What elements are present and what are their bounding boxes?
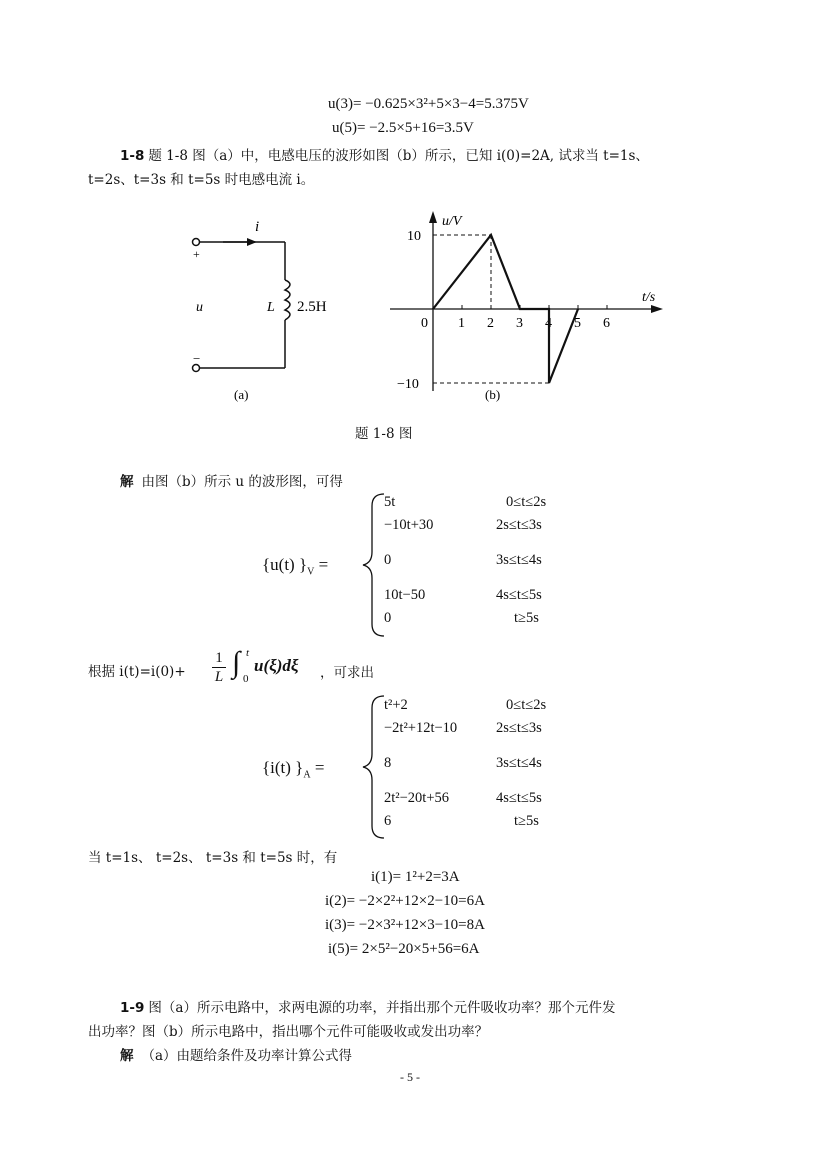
x-tick-label: 0 xyxy=(421,316,428,331)
problem-1-8-line2: t=2s、t=3s 和 t=5s 时电感电流 i。 xyxy=(88,172,315,188)
solution-line1: 由图（b）所示 u 的波形图，可得 xyxy=(141,474,343,490)
current-arrow-icon xyxy=(247,238,257,246)
problem-1-8-line1 xyxy=(120,144,649,164)
figure-b-caption: (b) xyxy=(485,387,501,402)
problem-1-9-line1: 1-9 图（a）所示电路中，求两电源的功率，并指出那个元件吸收功率？那个元件发 xyxy=(120,1000,616,1016)
piecewise-expr: 2t²−20t+56 xyxy=(384,790,450,806)
inductor-label: L xyxy=(267,300,275,315)
plus-sign: + xyxy=(193,247,200,261)
figure-caption: 题 1-8 图 xyxy=(355,426,413,442)
y-axis-arrow-icon xyxy=(429,211,437,223)
terminal-top-icon xyxy=(193,239,200,246)
x-tick-label: 1 xyxy=(458,316,465,331)
x-tick-label: 2 xyxy=(487,316,494,331)
result-equation: i(2)= −2×2²+12×2−10=6A xyxy=(325,893,485,909)
piecewise-expr: 6 xyxy=(384,813,392,829)
voltage-label: u xyxy=(196,300,203,315)
formula-fraction: 1 L xyxy=(212,650,226,686)
x-tick-label: 5 xyxy=(574,316,581,331)
x-tick-label: 6 xyxy=(603,316,610,331)
solution-marker: 解 xyxy=(120,474,134,490)
problem-1-9-line2: 出功率？图（b）所示电路中，指出哪个元件可能吸收或发出功率？ xyxy=(88,1024,489,1040)
piecewise-condition: 3s≤t≤4s xyxy=(496,755,542,771)
x-axis-arrow-icon xyxy=(651,305,663,313)
y-axis-label: u/V xyxy=(442,214,462,229)
x-axis-label: t/s xyxy=(642,290,656,305)
problem-number: 1-9 xyxy=(120,1000,145,1016)
piecewise-expr: 8 xyxy=(384,755,392,771)
piecewise-condition: 4s≤t≤5s xyxy=(496,587,542,603)
piecewise-condition: t≥5s xyxy=(514,610,539,626)
piecewise-expr: 0 xyxy=(384,552,392,568)
integral-lower: 0 xyxy=(243,673,249,685)
problem-text: 题 1-8 图（a）中，电感电压的波形如图（b）所示，已知 i(0)=2A, 试求当 t=1s、 xyxy=(148,148,649,164)
integral-body: u(ξ)dξ xyxy=(254,656,299,675)
result-equation: i(1)= 1²+2=3A xyxy=(371,869,460,885)
integral-formula: 根据 i(t)=i(0)+ xyxy=(88,664,186,680)
piecewise-condition: 2s≤t≤3s xyxy=(496,517,542,533)
equation-u5: u(5)= −2.5×5+16=3.5V xyxy=(332,120,474,136)
integral-sign-icon: ∫ xyxy=(232,646,241,679)
result-equation: i(3)= −2×3²+12×3−10=8A xyxy=(325,917,485,933)
piecewise-expr: −2t²+12t−10 xyxy=(384,720,458,736)
y-tick-label: −10 xyxy=(397,377,419,392)
piecewise-expr: t²+2 xyxy=(384,697,408,713)
piecewise-expr: 5t xyxy=(384,494,396,510)
i-piecewise-label: {i(t) }$_A$ = xyxy=(262,758,325,781)
piecewise-expr: 0 xyxy=(384,610,392,626)
inductor-coil-icon xyxy=(285,280,290,320)
result-equation: i(5)= 2×5²−20×5+56=6A xyxy=(328,941,480,957)
piecewise-condition: 4s≤t≤5s xyxy=(496,790,542,806)
problem-1-9-solution: 解 （a）由题给条件及功率计算公式得 xyxy=(120,1048,353,1064)
piecewise-condition: 0≤t≤2s xyxy=(506,697,547,713)
figure-b-chart xyxy=(385,205,675,405)
u-piecewise-label: {u(t) }$_V$ = xyxy=(262,555,329,578)
problem-number: 1-8 xyxy=(120,148,145,164)
page-number: - 5 - xyxy=(400,1070,420,1084)
x-tick-label: 3 xyxy=(516,316,523,331)
piecewise-expr: 10t−50 xyxy=(384,587,426,603)
piecewise-condition: 0≤t≤2s xyxy=(506,494,547,510)
integral-upper: t xyxy=(246,647,250,659)
minus-sign: − xyxy=(193,351,201,366)
inductance-value: 2.5H xyxy=(297,299,327,315)
piecewise-condition: 3s≤t≤4s xyxy=(496,552,542,568)
piecewise-condition: 2s≤t≤3s xyxy=(496,720,542,736)
solution-intro xyxy=(120,470,343,490)
current-label: i xyxy=(255,219,260,235)
formula-suffix: ，可求出 xyxy=(320,665,374,681)
when-line: 当 t=1s、 t=2s、 t=3s 和 t=5s 时，有 xyxy=(88,850,338,866)
y-tick-label: 10 xyxy=(407,229,421,244)
figure-a-circuit xyxy=(185,215,355,405)
x-tick-label: 4 xyxy=(545,316,552,331)
piecewise-condition: t≥5s xyxy=(514,813,539,829)
piecewise-expr: −10t+30 xyxy=(384,517,434,533)
figure-a-caption: (a) xyxy=(234,387,249,402)
equation-u3: u(3)= −0.625×3²+5×3−4=5.375V xyxy=(328,96,529,112)
